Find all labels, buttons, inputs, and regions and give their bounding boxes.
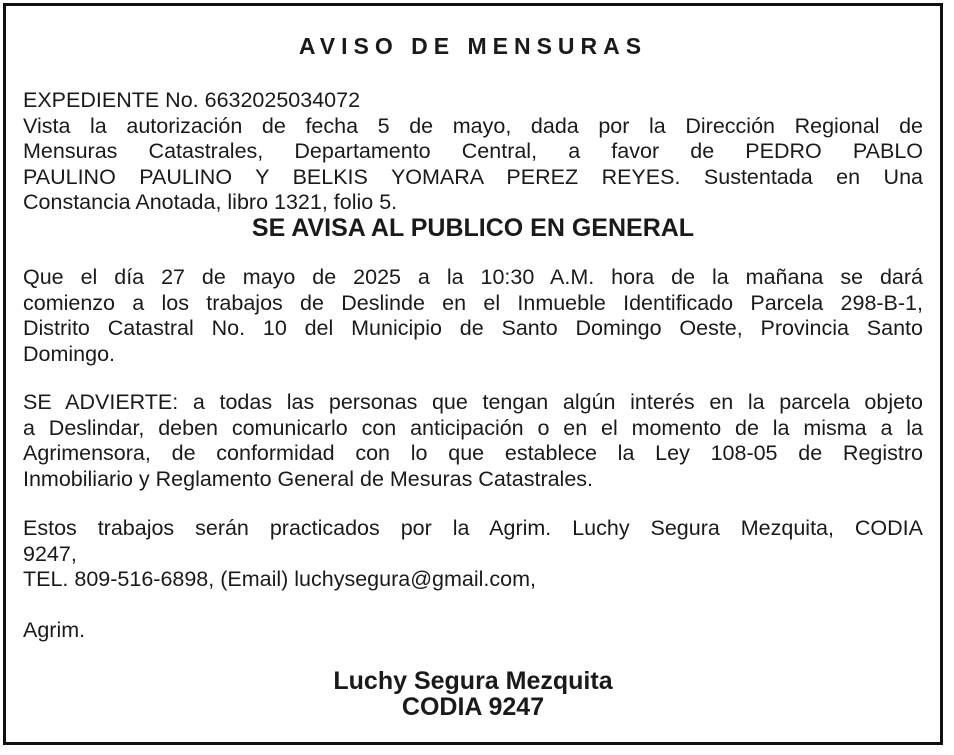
paragraph-contact [23, 516, 923, 593]
paragraph-line: Inmobiliario y Reglamento General de Mesuras Catastrales. [23, 466, 594, 491]
intro-line: Mensuras Catastrales, Departamento Central, a favor de PEDRO PABLO [23, 139, 923, 163]
paragraph-line: Domingo. [23, 341, 116, 366]
expediente-line: EXPEDIENTE No. 6632025034072 [23, 88, 361, 112]
notice-title: AVISO DE MENSURAS [298, 33, 648, 59]
intro-line: PAULINO PAULINO Y BELKIS YOMARA PEREZ REYES. Sustentada en Una [23, 164, 923, 189]
public-notice-heading: SE AVISA AL PUBLICO EN GENERAL [251, 214, 695, 242]
paragraph-line: comienzo a los trabajos de Deslinde en el Inmueble Identificado Parcela 298-B-1, [23, 290, 923, 315]
paragraph-line: Distrito Catastral No. 10 del Municipio de Santo Domingo Oeste, Provincia Santo [23, 316, 923, 340]
intro-line: Vista la autorización de fecha 5 de mayo, dada por la Dirección Regional de [23, 113, 923, 138]
paragraph-schedule [23, 265, 923, 367]
paragraph-line: 9247, [23, 541, 77, 566]
intro-line: Constancia Anotada, libro 1321, folio 5. [23, 190, 398, 214]
signature-block [23, 668, 923, 720]
paragraph-line: TEL. 809-516-6898, (Email) luchysegura@gmail.com, [23, 567, 536, 591]
paragraph-line: Agrimensora, de conformidad con lo que establece la Ley 108-05 de Registro [23, 441, 923, 465]
paragraph-line: Que el día 27 de mayo de 2025 a la 10:30 A.M. hora de la mañana se dará [23, 265, 923, 289]
paragraph-line: SE ADVIERTE: a todas las personas que tengan algún interés en la parcela objeto [23, 390, 923, 414]
notice-frame [3, 3, 943, 745]
notice-content [23, 6, 923, 742]
expediente-block [23, 88, 923, 216]
closing-line: Agrim. [23, 618, 86, 642]
paragraph-warning [23, 390, 923, 492]
paragraph-line: a Deslindar, deben comunicarlo con anticipación o en el momento de la misma a la [23, 415, 923, 440]
signature-codia: CODIA 9247 [401, 693, 545, 721]
signature-name: Luchy Segura Mezquita [333, 667, 613, 695]
paragraph-line: Estos trabajos serán practicados por la Agrim. Luchy Segura Mezquita, CODIA [23, 516, 923, 540]
